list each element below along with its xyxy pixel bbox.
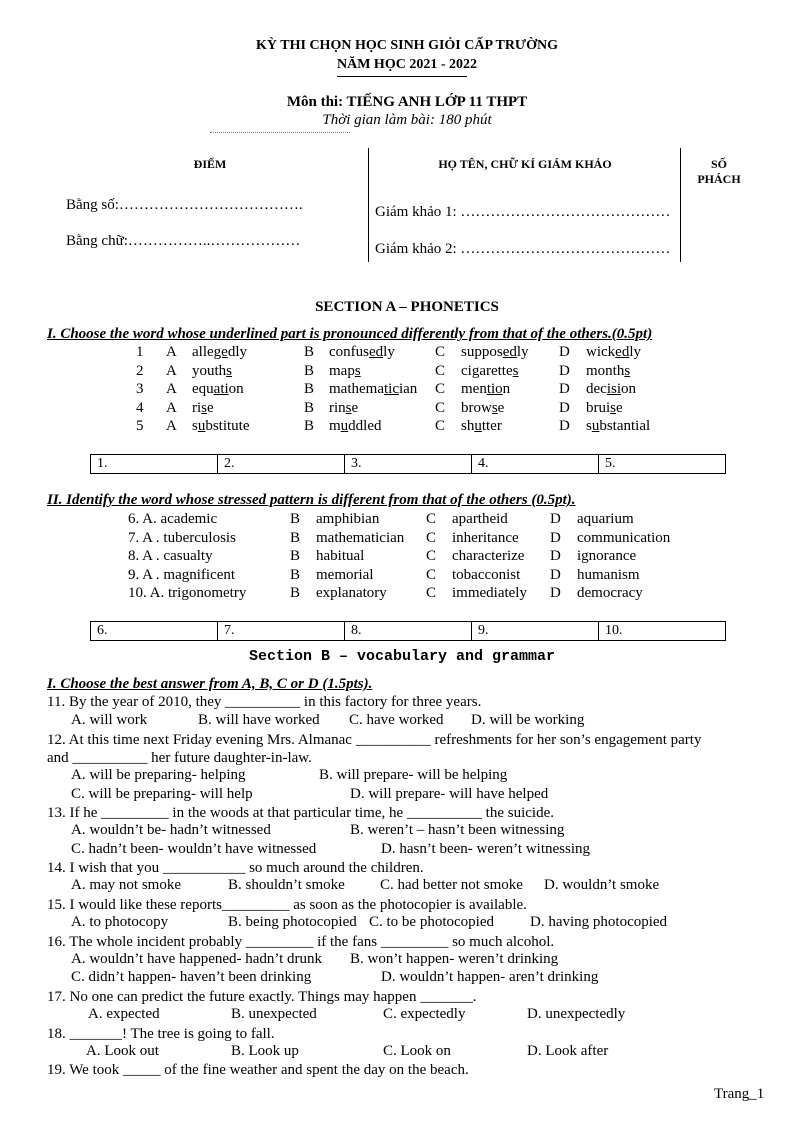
option-d: bruise	[586, 399, 623, 416]
page-number: Trang_1	[714, 1086, 765, 1102]
score-words-field: Bằng chữ:……………..………………	[66, 233, 301, 249]
q18-option-b: B. Look up	[231, 1043, 299, 1059]
answer-cell: 8.	[345, 622, 472, 640]
option-letter: C	[435, 381, 446, 397]
q18-option-d: D. Look after	[527, 1043, 609, 1059]
option-letter: D	[550, 566, 561, 583]
option-b: rinse	[329, 399, 359, 416]
question-12-line2: and __________ her future daughter-in-law.	[47, 750, 312, 766]
q15-option-b: B. being photocopied	[228, 914, 357, 930]
q16-option-b: B. won’t happen- weren’t drinking	[350, 951, 559, 967]
code-header-1: SỐ	[710, 157, 727, 171]
part1-row	[0, 381, 794, 399]
option-letter: C	[435, 362, 446, 379]
q18-option-a: A. Look out	[86, 1043, 159, 1059]
q18-option-c: C. Look on	[383, 1043, 451, 1059]
option-letter: D	[559, 344, 570, 360]
q13-option-c: C. hadn’t been- wouldn’t have witnessed	[71, 841, 317, 857]
question-17: 17. No one can predict the future exactly. Things may happen _______.	[47, 989, 477, 1005]
q11-option-d: D. will be working	[471, 712, 585, 728]
option-letter: C	[435, 418, 446, 434]
question-15: 15. I would like these reports_________ as soon as the photocopier is available.	[47, 897, 527, 913]
q14-option-c: C. had better not smoke	[380, 877, 523, 893]
option-d: ignorance	[577, 548, 637, 564]
code-header-2: PHÁCH	[697, 172, 741, 186]
section-a-title: SECTION A – PHONETICS	[315, 299, 499, 315]
option-b: mathematician	[316, 529, 405, 546]
question-number: 2	[136, 362, 144, 379]
option-c: inheritance	[452, 529, 519, 546]
option-letter: B	[304, 399, 315, 416]
q17-option-b: B. unexpected	[231, 1006, 317, 1022]
option-letter: B	[290, 548, 301, 564]
option-letter: B	[290, 529, 301, 546]
option-c: supposedly	[461, 344, 529, 360]
title-underline	[337, 76, 467, 77]
option-letter: D	[550, 511, 561, 527]
question-number: 5	[136, 418, 144, 434]
part2-heading: II. Identify the word whose stressed pattern is different from that of the others (0.5pt).	[47, 492, 576, 508]
option-letter: D	[550, 548, 561, 564]
option-letter: C	[426, 548, 437, 564]
answer-cell: 3.	[345, 455, 472, 473]
exam-time: Thời gian làm bài: 180 phút	[322, 112, 492, 128]
table-divider-1	[368, 148, 369, 262]
option-letter: A	[166, 362, 177, 379]
option-letter: B	[304, 381, 315, 397]
q17-option-d: D. unexpectedly	[527, 1006, 626, 1022]
q13-option-d: D. hasn’t been- weren’t witnessing	[381, 841, 590, 857]
q12-option-a: A. will be preparing- helping	[71, 767, 246, 783]
answer-cell: 4.	[472, 455, 599, 473]
question-19: 19. We took _____ of the fine weather and spent the day on the beach.	[47, 1062, 469, 1078]
q12-option-d: D. will prepare- will have helped	[350, 786, 549, 802]
option-c: tobacconist	[452, 566, 521, 583]
question-14: 14. I wish that you ___________ so much around the children.	[47, 860, 424, 876]
option-a: 6. A. academic	[128, 511, 218, 527]
option-b: explanatory	[316, 585, 387, 601]
option-b: confusedly	[329, 344, 395, 360]
part1-row	[0, 400, 794, 418]
option-letter: B	[304, 344, 315, 360]
part1-heading: I. Choose the word whose underlined part is pronounced differently from that of the others.(0.5pt)	[47, 326, 653, 342]
option-letter: B	[290, 566, 301, 583]
q12-option-b: B. will prepare- will be helping	[319, 767, 508, 783]
q11-option-b: B. will have worked	[198, 712, 320, 728]
question-11: 11. By the year of 2010, they __________ in this factory for three years.	[47, 694, 482, 710]
question-16: 16. The whole incident probably _________ if the fans _________ so much alcohol.	[47, 934, 555, 950]
option-b: mathematician	[329, 381, 418, 397]
option-d: aquarium	[577, 511, 634, 527]
q17-option-c: C. expectedly	[383, 1006, 466, 1022]
part1-row	[0, 418, 794, 436]
option-c: browse	[461, 399, 505, 416]
option-letter: A	[166, 381, 177, 397]
part2-row	[0, 585, 794, 603]
option-c: mention	[461, 381, 511, 397]
q16-option-a: A. wouldn’t have happened- hadn’t drunk	[71, 951, 323, 967]
option-letter: A	[166, 344, 177, 360]
option-d: democracy	[577, 585, 643, 601]
question-18: 18. _______! The tree is going to fall.	[47, 1026, 275, 1042]
answer-cell: 5.	[605, 456, 616, 471]
answer-cell: 7.	[218, 622, 345, 640]
question-12-line1: 12. At this time next Friday evening Mrs. Almanac __________ refreshments for her son’s engagement party	[47, 732, 702, 748]
q16-option-d: D. wouldn’t happen- aren’t drinking	[381, 969, 599, 985]
exam-title: KỲ THI CHỌN HỌC SINH GIỎI CẤP TRƯỜNG	[256, 38, 558, 53]
option-d: humanism	[577, 566, 640, 583]
option-letter: D	[559, 418, 570, 434]
option-a: 9. A . magnificent	[128, 566, 236, 583]
score-number-field: Bằng số:……………………………….	[66, 197, 303, 213]
part2-answer-grid	[90, 621, 726, 641]
answer-cell: 9.	[472, 622, 599, 640]
q11-option-c: C. have worked	[349, 712, 444, 728]
option-b: amphibian	[316, 511, 380, 527]
option-letter: B	[290, 511, 301, 527]
option-letter: B	[304, 362, 315, 379]
option-a: 8. A . casualty	[128, 548, 213, 564]
option-c: shutter	[461, 418, 502, 434]
option-letter: C	[435, 399, 446, 416]
option-d: months	[586, 362, 631, 379]
option-a: allegedly	[192, 344, 247, 360]
option-b: memorial	[316, 566, 374, 583]
q16-option-c: C. didn’t happen- haven’t been drinking	[71, 969, 312, 985]
dotted-divider	[210, 132, 350, 133]
option-d: decision	[586, 381, 637, 397]
option-letter: D	[550, 529, 561, 546]
option-a: rise	[192, 399, 214, 416]
exam-year: NĂM HỌC 2021 - 2022	[337, 57, 477, 72]
option-c: apartheid	[452, 511, 508, 527]
option-c: immediately	[452, 585, 527, 601]
part1-row	[0, 344, 794, 362]
section-b-title: Section B – vocabulary and grammar	[248, 648, 556, 665]
q15-option-a: A. to photocopy	[71, 914, 169, 930]
option-a: substitute	[192, 418, 250, 434]
option-letter: A	[166, 399, 177, 416]
part2-row	[0, 511, 794, 529]
question-number: 3	[136, 381, 144, 397]
option-d: wickedly	[586, 344, 642, 360]
examiner-1-field: Giám khảo 1: ……………………………………	[375, 204, 671, 220]
q15-option-d: D. having photocopied	[530, 914, 668, 930]
score-header: ĐIỂM	[193, 157, 227, 171]
question-number: 1	[136, 344, 144, 360]
option-c: characterize	[452, 548, 525, 564]
option-letter: C	[426, 566, 437, 583]
option-letter: D	[559, 362, 570, 379]
part1-row	[0, 363, 794, 381]
answer-cell: 1.	[91, 455, 218, 473]
option-b: muddled	[329, 418, 382, 434]
exam-subject: Môn thi: TIẾNG ANH LỚP 11 THPT	[286, 94, 528, 110]
option-c: cigarettes	[461, 362, 519, 379]
option-b: habitual	[316, 548, 365, 564]
q12-option-c: C. will be preparing- will help	[71, 786, 253, 802]
q14-option-a: A. may not smoke	[71, 877, 181, 893]
option-a: 7. A . tuberculosis	[128, 529, 236, 546]
option-letter: C	[426, 585, 437, 601]
option-d: substantial	[586, 418, 651, 434]
option-letter: C	[426, 529, 437, 546]
examiner-2-field: Giám khảo 2: ……………………………………	[375, 241, 671, 257]
question-13: 13. If he _________ in the woods at that particular time, he __________ the suicide.	[47, 805, 554, 821]
answer-cell: 10.	[605, 623, 623, 638]
option-a: youths	[192, 362, 233, 379]
part2-row	[0, 567, 794, 585]
part1-answer-grid	[90, 454, 726, 474]
answer-cell: 2.	[218, 455, 345, 473]
option-letter: C	[435, 344, 446, 360]
examiner-header: HỌ TÊN, CHỮ KÍ GIÁM KHẢO	[438, 157, 612, 171]
option-letter: D	[559, 381, 570, 397]
question-number: 4	[136, 399, 144, 416]
option-letter: D	[550, 585, 561, 601]
q11-option-a: A. will work	[71, 712, 148, 728]
table-divider-2	[680, 148, 681, 262]
option-d: communication	[577, 529, 671, 546]
option-letter: B	[290, 585, 301, 601]
q15-option-c: C. to be photocopied	[369, 914, 494, 930]
option-b: maps	[329, 362, 361, 379]
q14-option-b: B. shouldn’t smoke	[228, 877, 345, 893]
answer-cell: 6.	[91, 622, 218, 640]
option-letter: A	[166, 418, 177, 434]
option-letter: B	[304, 418, 315, 434]
part2-row	[0, 548, 794, 566]
option-letter: C	[426, 511, 437, 527]
section-b-heading: I. Choose the best answer from A, B, C or D (1.5pts).	[47, 676, 373, 692]
q13-option-a: A. wouldn’t be- hadn’t witnessed	[71, 822, 271, 838]
part2-row	[0, 530, 794, 548]
option-letter: D	[559, 399, 570, 416]
option-a: equation	[192, 381, 244, 397]
q14-option-d: D. wouldn’t smoke	[544, 877, 660, 893]
q13-option-b: B. weren’t – hasn’t been witnessing	[350, 822, 565, 838]
q17-option-a: A. expected	[88, 1006, 160, 1022]
option-a: 10. A. trigonometry	[128, 585, 247, 601]
